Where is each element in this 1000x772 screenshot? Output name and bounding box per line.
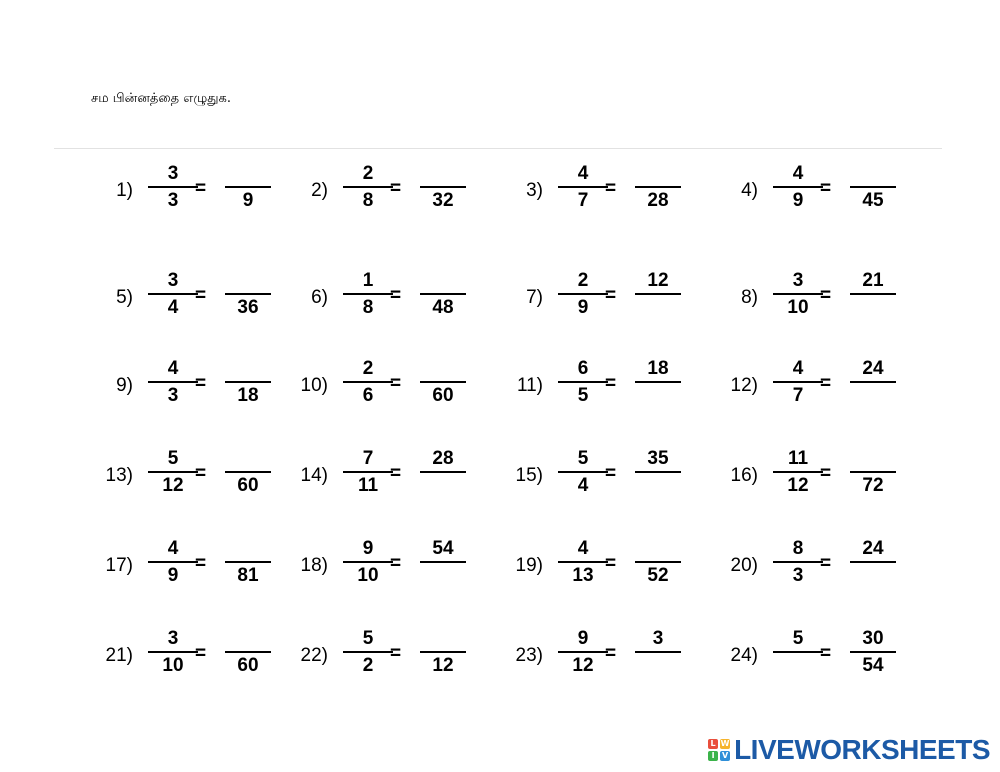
answer-fraction[interactable] [635,162,681,213]
given-numerator: 2 [362,358,374,379]
given-numerator: 6 [577,358,589,379]
answer-bar [635,471,681,473]
problem-18 [295,530,535,600]
given-fraction [558,447,608,498]
problem-number: 2) [311,180,328,201]
answer-numerator[interactable] [635,537,681,560]
problem-number: 15) [515,465,543,486]
given-denominator: 7 [577,190,589,211]
fraction-bar [558,471,608,473]
answer-numerator[interactable] [225,537,271,560]
given-fraction [773,537,823,588]
answer-numerator[interactable] [850,447,896,470]
answer-numerator[interactable] [225,447,271,470]
answer-fraction[interactable] [850,537,896,588]
problem-number: 9) [116,375,133,396]
given-denominator: 9 [792,190,804,211]
fraction-bar [343,561,393,563]
fraction-bar [773,186,823,188]
answer-fraction[interactable] [635,357,681,408]
answer-numerator[interactable] [225,357,271,380]
logo-icon-letter: I [708,751,718,761]
problem-number: 24) [730,645,758,666]
problem-number: 16) [730,465,758,486]
given-numerator: 2 [362,163,374,184]
liveworksheets-logo [708,734,990,766]
fraction-bar [148,471,198,473]
problem-6 [295,262,535,332]
answer-numerator[interactable]: 12 [647,270,669,291]
answer-denominator[interactable]: 60 [237,475,259,496]
given-fraction [773,447,823,498]
given-denominator: 13 [572,565,594,586]
answer-fraction[interactable] [635,627,681,678]
answer-denominator[interactable] [850,564,896,588]
answer-bar [420,651,466,653]
answer-denominator[interactable]: 54 [862,655,884,676]
equals-sign: = [605,285,617,306]
logo-icon-letter: V [721,751,729,760]
equals-sign: = [390,178,402,199]
problem-number: 7) [526,287,543,308]
fraction-bar [773,293,823,295]
answer-fraction[interactable] [420,162,466,213]
given-fraction [343,269,393,320]
problem-15 [510,440,750,510]
given-numerator: 5 [167,448,179,469]
given-numerator: 2 [577,270,589,291]
given-fraction [148,447,198,498]
problem-number: 3) [526,180,543,201]
equals-sign: = [820,643,832,664]
answer-bar [420,381,466,383]
equals-sign: = [195,373,207,394]
fraction-bar [343,651,393,653]
equals-sign: = [605,643,617,664]
equals-sign: = [390,463,402,484]
fraction-bar [773,471,823,473]
answer-bar [850,293,896,295]
answer-denominator[interactable] [420,474,466,498]
equals-sign: = [820,285,832,306]
divider [54,148,942,149]
logo-icon-letter: W [720,739,730,748]
equals-sign: = [390,643,402,664]
given-numerator: 5 [792,628,804,649]
answer-bar [225,293,271,295]
given-numerator: 4 [167,358,179,379]
given-denominator: 11 [357,475,379,496]
answer-numerator[interactable] [225,162,271,185]
answer-numerator[interactable] [420,162,466,185]
given-numerator: 4 [792,163,804,184]
answer-fraction[interactable] [225,537,271,588]
given-fraction [148,537,198,588]
given-fraction [343,627,393,678]
fraction-bar [343,293,393,295]
answer-fraction[interactable] [420,627,466,678]
given-fraction [343,162,393,213]
answer-numerator[interactable] [635,162,681,185]
given-fraction [343,537,393,588]
given-fraction [558,269,608,320]
answer-denominator[interactable] [850,296,896,320]
answer-numerator[interactable]: 21 [862,270,884,291]
answer-numerator[interactable] [225,269,271,292]
given-numerator: 4 [577,538,589,559]
given-fraction [148,357,198,408]
given-numerator: 5 [362,628,374,649]
problem-number: 8) [741,287,758,308]
problem-16 [725,440,965,510]
answer-fraction[interactable] [225,357,271,408]
problem-22 [295,620,535,690]
equals-sign: = [820,553,832,574]
answer-bar [635,186,681,188]
answer-fraction[interactable] [225,627,271,678]
fraction-bar [558,561,608,563]
equals-sign: = [820,178,832,199]
problem-number: 21) [105,645,133,666]
answer-denominator[interactable]: 45 [862,190,884,211]
problem-23 [510,620,750,690]
answer-denominator[interactable]: 36 [237,297,259,318]
given-denominator: 8 [362,297,374,318]
fraction-bar [148,651,198,653]
given-fraction [558,627,608,678]
fraction-bar [773,651,823,653]
equals-sign: = [605,553,617,574]
given-denominator: 6 [362,385,374,406]
given-fraction [773,357,823,408]
fraction-bar [148,561,198,563]
answer-bar [850,381,896,383]
answer-fraction[interactable] [635,537,681,588]
equals-sign: = [605,178,617,199]
given-denominator: 10 [357,565,379,586]
problem-3 [510,155,750,225]
given-numerator: 1 [362,270,374,291]
given-denominator: 4 [167,297,179,318]
given-numerator: 4 [167,538,179,559]
given-denominator: 8 [362,190,374,211]
equals-sign: = [390,285,402,306]
equals-sign: = [390,373,402,394]
fraction-bar [773,381,823,383]
fraction-bar [148,381,198,383]
answer-denominator[interactable]: 18 [237,385,259,406]
fraction-bar [343,381,393,383]
answer-numerator[interactable]: 24 [862,538,884,559]
problem-number: 22) [300,645,328,666]
answer-denominator[interactable]: 48 [432,297,454,318]
given-denominator: 12 [787,475,809,496]
answer-numerator[interactable] [420,357,466,380]
answer-fraction[interactable] [225,269,271,320]
answer-denominator[interactable]: 60 [432,385,454,406]
problem-number: 4) [741,180,758,201]
answer-bar [850,561,896,563]
answer-fraction[interactable] [420,269,466,320]
given-fraction [773,269,823,320]
problem-10 [295,350,535,420]
equals-sign: = [195,553,207,574]
equals-sign: = [195,285,207,306]
given-numerator: 8 [792,538,804,559]
answer-denominator[interactable] [420,564,466,588]
given-numerator: 4 [792,358,804,379]
answer-numerator[interactable] [420,269,466,292]
given-fraction [773,627,823,678]
equals-sign: = [390,553,402,574]
fraction-bar [343,471,393,473]
problem-12 [725,350,965,420]
problem-number: 18) [300,555,328,576]
equals-sign: = [195,178,207,199]
answer-numerator[interactable]: 3 [652,628,664,649]
given-denominator: 5 [577,385,589,406]
given-denominator: 3 [792,565,804,586]
problem-4 [725,155,965,225]
answer-fraction[interactable] [225,447,271,498]
problem-19 [510,530,750,600]
answer-fraction[interactable] [225,162,271,213]
answer-numerator[interactable]: 28 [432,448,454,469]
fraction-bar [558,381,608,383]
answer-fraction[interactable] [420,537,466,588]
given-fraction [558,162,608,213]
given-fraction [148,162,198,213]
equals-sign: = [605,463,617,484]
answer-bar [635,381,681,383]
answer-denominator[interactable]: 28 [647,190,669,211]
given-denominator: 12 [162,475,184,496]
problem-number: 13) [105,465,133,486]
given-denominator: 7 [792,385,804,406]
answer-denominator[interactable] [635,384,681,408]
problem-14 [295,440,535,510]
problem-number: 23) [515,645,543,666]
given-denominator: 2 [362,655,374,676]
fraction-bar [148,186,198,188]
logo-text: LIVEWORKSHEETS [734,734,990,765]
fraction-bar [558,651,608,653]
answer-bar [225,471,271,473]
answer-fraction[interactable] [635,269,681,320]
answer-bar [225,561,271,563]
given-fraction [148,269,198,320]
problem-number: 11) [516,375,543,396]
answer-denominator[interactable] [635,296,681,320]
answer-fraction[interactable] [850,269,896,320]
fraction-bar [148,293,198,295]
fraction-bar [558,186,608,188]
given-denominator: 10 [162,655,184,676]
answer-fraction[interactable] [850,447,896,498]
given-denominator: 10 [787,297,809,318]
given-numerator: 7 [362,448,374,469]
given-numerator: 11 [787,448,809,469]
logo-icon-letter: L [708,739,718,749]
given-fraction [558,537,608,588]
answer-bar [635,561,681,563]
fraction-bar [343,186,393,188]
given-denominator: 9 [167,565,179,586]
fraction-bar [558,293,608,295]
answer-bar [420,471,466,473]
given-fraction [343,357,393,408]
answer-denominator[interactable] [850,384,896,408]
answer-denominator[interactable]: 60 [237,655,259,676]
answer-numerator[interactable] [850,162,896,185]
logo-icon [708,739,730,761]
given-denominator: 12 [572,655,594,676]
given-numerator: 3 [167,270,179,291]
answer-numerator[interactable]: 54 [432,538,454,559]
given-numerator: 9 [362,538,374,559]
given-fraction [343,447,393,498]
answer-fraction[interactable] [420,357,466,408]
equals-sign: = [605,373,617,394]
answer-numerator[interactable]: 35 [647,448,669,469]
answer-bar [635,293,681,295]
answer-fraction[interactable] [850,162,896,213]
answer-bar [850,186,896,188]
answer-bar [635,651,681,653]
given-numerator: 9 [577,628,589,649]
given-denominator: 9 [577,297,589,318]
answer-fraction[interactable] [850,627,896,678]
answer-numerator[interactable]: 30 [862,628,884,649]
given-fraction [148,627,198,678]
answer-denominator[interactable]: 81 [237,565,259,586]
problem-number: 12) [730,375,758,396]
given-denominator: 4 [577,475,589,496]
answer-denominator[interactable]: 32 [432,190,454,211]
answer-bar [225,651,271,653]
given-denominator: 3 [167,385,179,406]
answer-numerator[interactable] [420,627,466,650]
answer-bar [225,381,271,383]
problem-24 [725,620,965,690]
given-denominator: 3 [167,190,179,211]
instruction-text: சம பின்னத்தை எழுதுக. [91,91,231,106]
answer-numerator[interactable] [225,627,271,650]
problem-number: 17) [105,555,133,576]
answer-fraction[interactable] [635,447,681,498]
problem-2 [295,155,535,225]
given-numerator: 5 [577,448,589,469]
problem-number: 19) [515,555,543,576]
problem-number: 1) [116,180,133,201]
answer-fraction[interactable] [420,447,466,498]
problem-number: 10) [300,375,328,396]
given-denominator [773,654,823,678]
equals-sign: = [195,643,207,664]
problem-number: 5) [116,287,133,308]
equals-sign: = [195,463,207,484]
answer-denominator[interactable]: 12 [432,655,454,676]
answer-denominator[interactable]: 72 [862,475,884,496]
answer-denominator[interactable]: 52 [647,565,669,586]
given-numerator: 3 [167,628,179,649]
answer-bar [420,186,466,188]
answer-bar [420,561,466,563]
answer-bar [850,471,896,473]
fraction-bar [773,561,823,563]
given-numerator: 3 [792,270,804,291]
problem-11 [510,350,750,420]
answer-fraction[interactable] [850,357,896,408]
given-numerator: 4 [577,163,589,184]
answer-bar [420,293,466,295]
answer-denominator[interactable] [635,474,681,498]
problem-number: 20) [730,555,758,576]
problem-number: 14) [300,465,328,486]
problem-8 [725,262,965,332]
equals-sign: = [820,463,832,484]
answer-numerator[interactable]: 24 [862,358,884,379]
given-fraction [558,357,608,408]
answer-denominator[interactable] [635,654,681,678]
answer-denominator[interactable]: 9 [242,190,254,211]
answer-bar [850,651,896,653]
given-numerator: 3 [167,163,179,184]
equals-sign: = [820,373,832,394]
answer-numerator[interactable]: 18 [647,358,669,379]
problem-7 [510,262,750,332]
problem-20 [725,530,965,600]
answer-bar [225,186,271,188]
given-fraction [773,162,823,213]
problem-number: 6) [311,287,328,308]
